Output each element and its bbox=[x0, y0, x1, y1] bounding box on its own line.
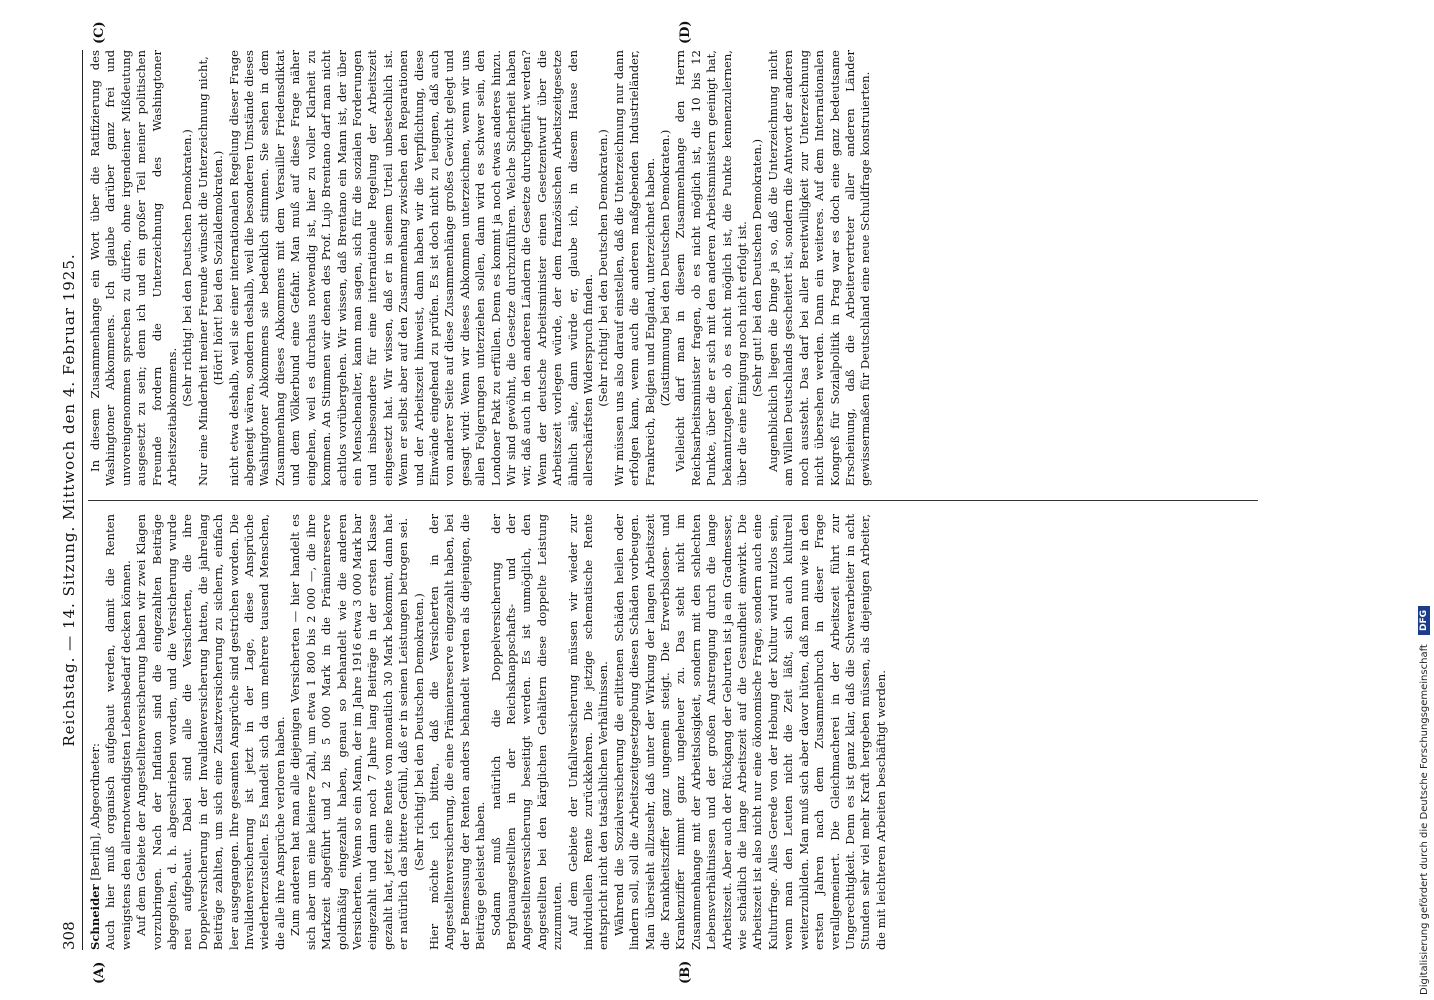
interjection: (Sehr richtig! bei den Deutschen Demokraten.) bbox=[411, 593, 426, 871]
paragraph: Nur eine Minderheit meiner Freunde wünscht die Unterzeichnung nicht, bbox=[195, 56, 210, 486]
header-rule bbox=[82, 50, 83, 950]
interjection: (Hört! hört! bei den Sozialdemokraten.) bbox=[211, 150, 226, 386]
margin-marker-c: (C) bbox=[92, 21, 107, 44]
column-divider bbox=[88, 500, 1258, 501]
paragraph: In diesem Zusammenhange ein Wort über die Ratifizierung des Washingtoner Abkommens. Ich glaube darüber ganz frei und unvoreingenommen sprechen zu dürfen, ohne irgendeiner Mißdeutung ausgesetzt zu sein; denn ich und ein großer Teil meiner politischen Freunde fordern die Unterzeichnung des Washingtoner Arbeitszeitabkommens. bbox=[88, 50, 180, 486]
speaker-note: [Berlin], Abgeordneter: bbox=[88, 743, 102, 881]
paragraph: Während die Sozialversicherung die erlittenen Schäden heilen oder lindern soll, soll die Arbeitszeitgesetzgebung diesen Schäden vorbeugen. Man übersieht allzusehr, daß unter der Wirkung der langen Arbeitszeit die Krankheitsziffer ganz ungemein steigt. Die Erwerbslosen- und Krankenziffer nimmt ganz ungeheuer zu. Das steht nicht im Zusammenhange mit der Arbeitslosigkeit, sondern mit den schlechten Lebensverhältnissen und der großen Anstrengung durch die lange Arbeitszeit. Aber auch der Rückgang der Geburten ist ja ein Gradmesser, wie schädlich die lange Arbeitszeit auf die Gesundheit einwirkt. Die Arbeitszeit ist also nicht nur eine ökonomische Frage, sondern auch eine Kulturfrage. Alles Gerede von der Hebung der Kultur wird nutzlos sein, wenn man den Leuten nicht die Zeit läßt, sich auch kulturell weiterzubilden. Man muß sich aber davor hüten, daß man nun wie in den ersten Jahren nach dem Zusammenbruch in dieser Frage verallgemeinert. Die Gleichmacherei in der Arbeitszeit führt zur Ungerechtigkeit. Denn es ist ganz klar, daß die Schwerarbeiter in acht Stunden sehr viel mehr Kraft hergeben müssen, als diejenigen Arbeiter, die mit leichteren Arbeiten beschäftigt werden. bbox=[611, 514, 888, 950]
running-title: Reichstag. — 14. Sitzung. Mittwoch den 4. Februar 1925. bbox=[60, 253, 78, 747]
paragraph: Wir müssen uns also darauf einstellen, daß die Unterzeichnung nur dann erfolgen kann, wenn auch die anderen maßgebenden Industrieländer, Frankreich, Belgien und England, unterzeichnet haben. bbox=[611, 50, 657, 486]
paragraph: Zum anderen hat man alle diejenigen Versicherten — hier handelt es sich aber um eine kleinere Zahl, um etwa 1 800 bis 2 000 —, die ihre Markzeit abgeführt und 2 bis 5 000 Mark in die Prämienreserve goldmäßig eingezahlt haben, genau so behandelt wie die anderen Versicherten. Wenn so ein Mann, der im Jahre 1916 etwa 3 000 Mark bar eingezahlt und dann noch 7 Jahre lang Beiträge in der ersten Klasse gezahlt hat, jetzt eine Rente von monatlich 30 Mark bekommt, dann hat er natürlich das bittere Gefühl, daß er in seinen Leistungen betrogen sei. bbox=[288, 514, 411, 950]
paragraph: Vielleicht darf man in diesem Zusammenhange den Herrn Reichsarbeitsminister fragen, ob es nicht möglich ist, die 10 bis 12 Punkte, über die er sich mit den anderen Arbeitsministern geeinigt hat, bekanntzugeben, ob es nicht möglich ist, die Punkte kennenzulernen, über die eine Einigung noch nicht erfolgt ist. bbox=[673, 50, 750, 486]
dfg-logo: DFG bbox=[1418, 606, 1430, 635]
right-column bbox=[88, 50, 1273, 486]
paragraph: Auch hier muß organisch aufgebaut werden, damit die Renten wenigstens den allernotwendigsten Lebensbedarf decken können. bbox=[103, 514, 133, 950]
speaker-name: Schneider bbox=[88, 884, 102, 950]
paragraph: Hier möchte ich bitten, daß die Versicherten in der Angestelltenversicherung, die eine Prämienreserve eingezahlt haben, bei der Bemessung der Renten anders behandelt werden als diejenigen, die Beiträge geleistet haben. bbox=[426, 514, 488, 950]
paragraph: Auf dem Gebiete der Unfallversicherung müssen wir wieder zur individuellen Rente zurückkehren. Die jetzige schematische Rente entspricht nicht den tatsächlichen Verhältnissen. bbox=[565, 514, 611, 950]
interjection: (Sehr richtig! bei den Deutschen Demokraten.) bbox=[596, 129, 611, 407]
credit-text: Digitalisierung gefördert durch die Deutsche Forschungsgemeinschaft bbox=[1418, 644, 1430, 995]
interjection: (Sehr richtig! bei den Deutschen Demokraten.) bbox=[180, 129, 195, 407]
page-number: 308 bbox=[60, 921, 78, 950]
margin-marker-d: (D) bbox=[678, 20, 693, 44]
page-header bbox=[58, 50, 82, 950]
paragraph: Sodann muß natürlich die Doppelversicherung der Bergbauangestellten in der Reichsknappschafts- und der Angestelltenversicherung beseitigt werden. Es ist unmöglich, den Angestellten bei den kärglichen Gehältern diese doppelte Leistung zuzumuten. bbox=[488, 514, 565, 950]
paragraph: Auf dem Gebiete der Angestelltenversicherung haben wir zwei Klagen vorzubringen. Nach der Inflation sind die eingezahlten Beiträge abgegolten, d. h. abgeschrieben worden, und die Versicherung wurde neu aufgebaut. Dabei sind alle die Versicherten, die ihre Doppelversicherung in der Invalidenversicherung hatten, die jahrelang Beiträge zahlten, um sich eine Zusatzversicherung zu sichern, einfach leer ausgegangen. Ihre gesamten Ansprüche sind gestrichen worden. Die Invalidenversicherung ist jetzt in der Lage, diese Ansprüche wiederherzustellen. Es handelt sich da um mehrere tausend Menschen, die alle ihre Ansprüche verloren haben. bbox=[134, 514, 287, 950]
margin-marker-a: (A) bbox=[92, 961, 107, 984]
rotated-document-page bbox=[58, 20, 1288, 984]
interjection: (Sehr gut! bei den Deutschen Demokraten.) bbox=[750, 138, 765, 398]
left-column bbox=[88, 514, 1273, 950]
speaker-line bbox=[88, 514, 103, 950]
margin-marker-b: (B) bbox=[678, 960, 693, 984]
digitization-credit bbox=[1418, 5, 1434, 995]
interjection: (Zustimmung bei den Deutschen Demokraten.) bbox=[658, 129, 673, 407]
paragraph: nicht etwa deshalb, weil sie einer internationalen Regelung dieser Frage abgeneigt wären, sondern deshalb, weil die besonderen Umstände dieses Washingtoner Abkommens sie bedenklich stimmen. Sie sehen in dem Zusammenhang dieses Abkommens mit dem Versailler Friedensdiktat und dem Völkerbund eine Gefahr. Man muß auf diese Frage näher eingehen, weil es durchaus notwendig ist, hier zu voller Klarheit zu kommen. An Stimmen wir denen des Prof. Lujo Brentano darf man nicht achtlos vorübergehen. Wir wissen, daß Brentano ein Mann ist, der über ein Menschenalter, kann man sagen, sich für die sozialen Forderungen und insbesondere für eine internationale Regelung der Arbeitszeit eingesetzt hat. Wir wissen, daß er in seinem Urteil unbestechlich ist. Wenn er selbst aber auf den Zusammenhang zwischen den Reparationen und der Arbeitszeit hinweist, dann haben wir die Verpflichtung, diese Einwände eingehend zu prüfen. Es ist doch nicht zu leugnen, daß auch von anderer Seite auf diese Zusammenhänge großes Gewicht gelegt und gesagt wird: Wenn wir dieses Abkommen unterzeichnen, wenn wir uns allen Folgerungen unterziehen sollen, dann wird es schwer sein, den Londoner Pakt zu erfüllen. Denn es kommt ja noch etwas anderes hinzu. Wir sind gewöhnt, die Gesetze durchzuführen. Welche Sicherheit haben wir, daß auch in den anderen Ländern die Gesetze durchgeführt werden? Wenn der deutsche Arbeitsminister einen Gesetzentwurf über die Arbeitszeit vorlegen würde, der dem französischen Arbeitszeitgesetze ähnlich sähe, dann würde er, glaube ich, in diesem Hause den allerschärfsten Widerspruch finden. bbox=[226, 50, 595, 486]
paragraph: Augenblicklich liegen die Dinge ja so, daß die Unterzeichnung nicht am Willen Deutschlands gescheitert ist, sondern die Antwort der anderen noch aussteht. Das darf bei aller Bereitwilligkeit zur Unterzeichnung nicht übersehen werden. Dann ein weiteres. Auf dem Internationalen Kongreß für Sozialpolitik in Prag war es doch eine ganz bedeutsame Erscheinung, daß die Arbeitervertreter aller anderen Länder gewissermaßen für Deutschland eine neue Schuldfrage konstruierten. bbox=[765, 50, 873, 486]
